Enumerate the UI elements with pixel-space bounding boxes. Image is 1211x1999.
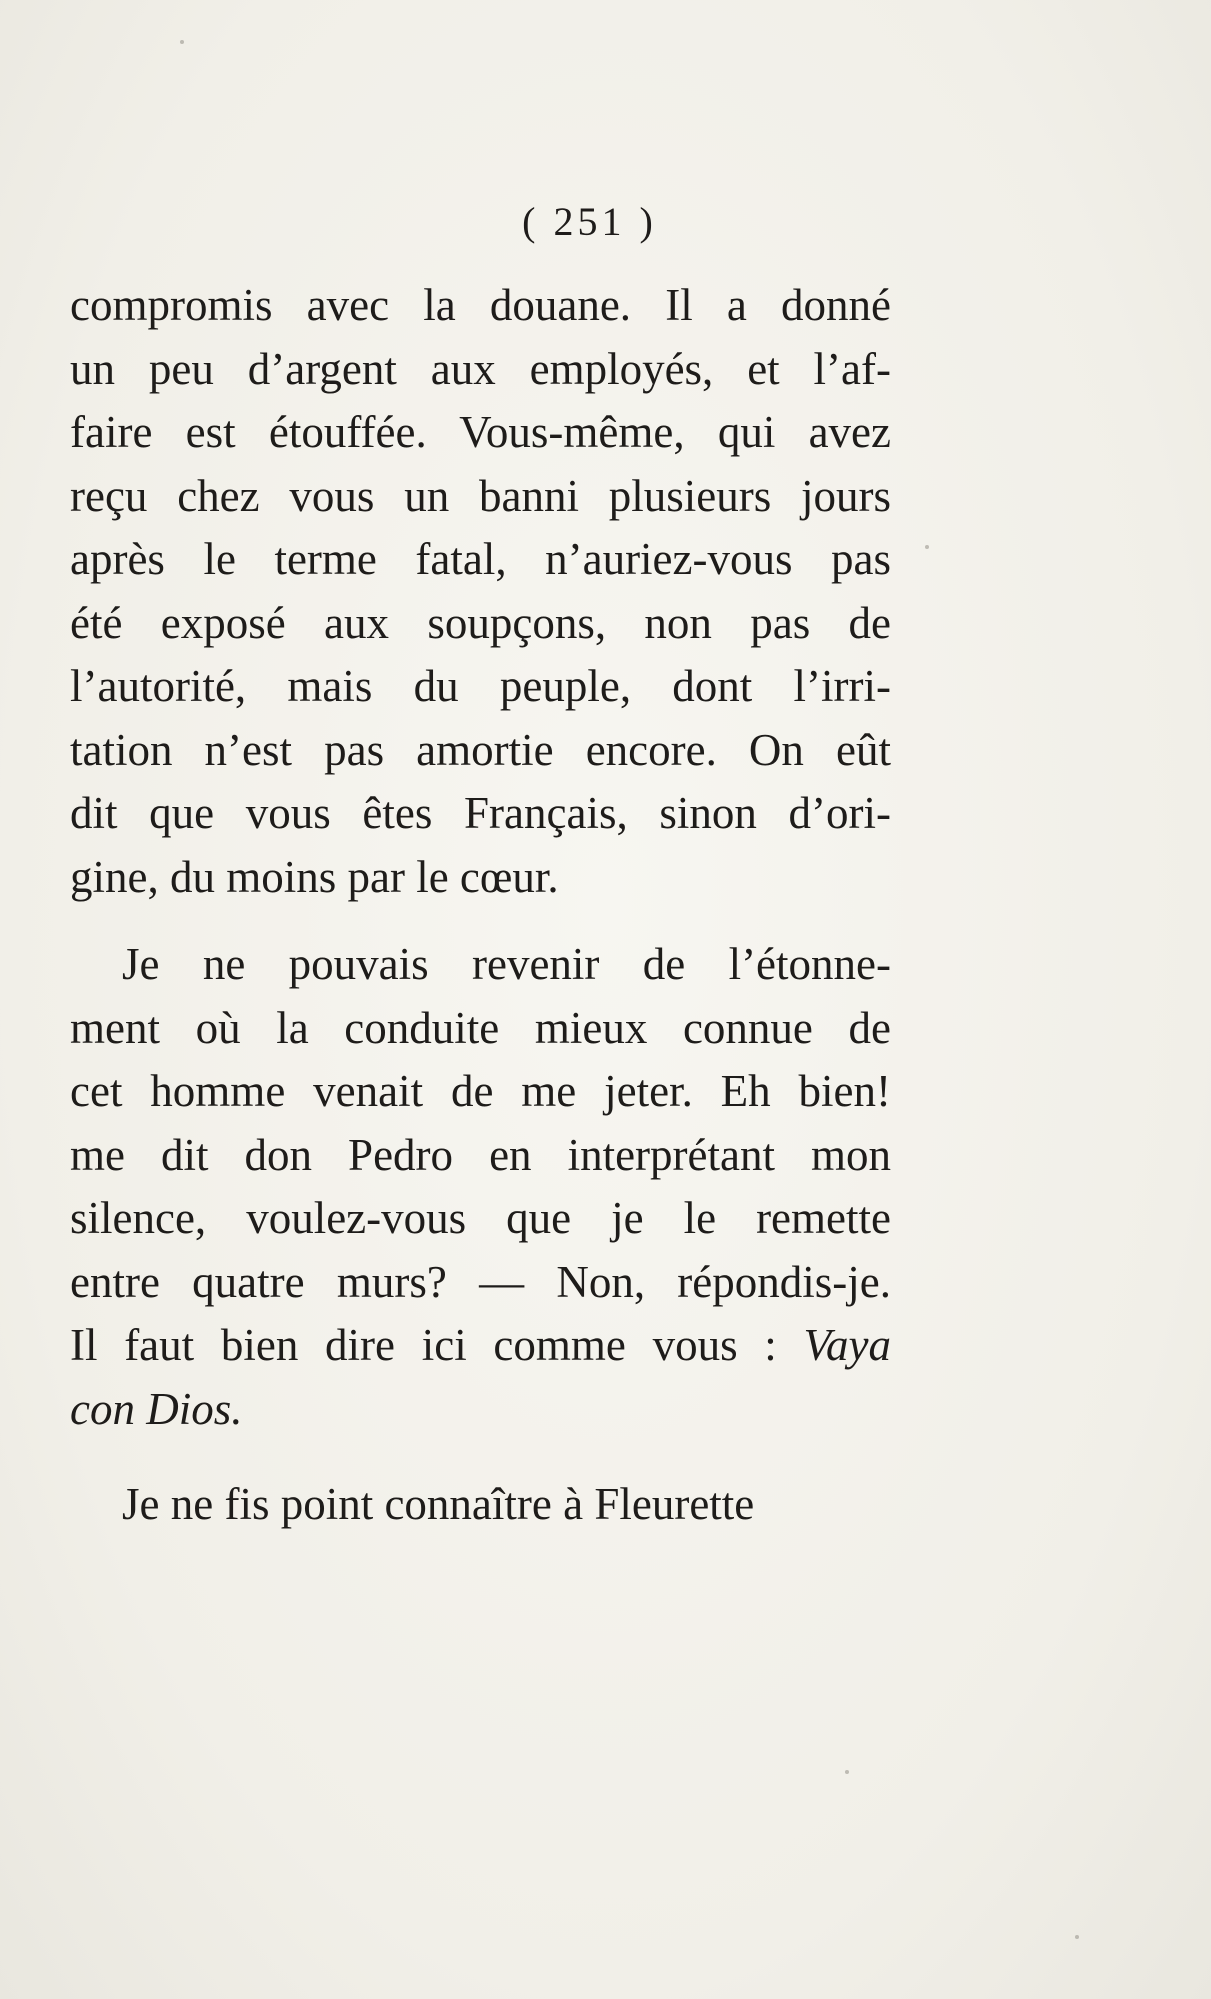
italic-phrase: Vaya bbox=[803, 1320, 891, 1370]
italic-line: con Dios. bbox=[70, 1383, 243, 1434]
text-line: silence, voulez-vous que je le remette bbox=[70, 1193, 891, 1243]
paragraph-1 bbox=[70, 274, 891, 909]
text-line: ment où la conduite mieux connue de bbox=[70, 1002, 891, 1053]
paper-speck bbox=[180, 40, 184, 44]
page-number: ( 251 ) bbox=[522, 199, 657, 244]
text-line: entre quatre murs? — Non, répondis-je. bbox=[70, 1256, 891, 1307]
text-line: cet homme venait de me jeter. Eh bien! bbox=[70, 1066, 891, 1116]
text-line: faire est étouffée. Vous-même, qui avez bbox=[70, 407, 891, 457]
paper-speck bbox=[845, 1770, 849, 1774]
text-line: tation n’est pas amortie encore. On eût bbox=[70, 724, 891, 775]
text-line: l’autorité, mais du peuple, dont l’irri- bbox=[70, 661, 891, 711]
text-line: été exposé aux soupçons, non pas de bbox=[70, 597, 891, 648]
text-line-mixed bbox=[70, 1314, 891, 1378]
text-line: un peu d’argent aux employés, et l’af- bbox=[70, 343, 891, 394]
paragraph-2 bbox=[70, 933, 891, 1441]
paper-speck bbox=[925, 545, 929, 549]
text-line: reçu chez vous un banni plusieurs jours bbox=[70, 470, 891, 521]
text-line: Je ne fis point connaître à Fleurette bbox=[122, 1479, 755, 1529]
text-line: compromis avec la douane. Il a donné bbox=[70, 280, 891, 330]
paper-speck bbox=[1075, 1935, 1079, 1939]
paragraph-3 bbox=[70, 1473, 891, 1537]
text-line: après le terme fatal, n’auriez-vous pas bbox=[70, 534, 891, 584]
text-line: Je ne pouvais revenir de l’étonne- bbox=[122, 939, 891, 989]
text-segment: Il faut bien dire ici comme vous : bbox=[70, 1320, 777, 1370]
text-line: dit que vous êtes Français, sinon d’ori- bbox=[70, 788, 891, 838]
text-line: me dit don Pedro en interprétant mon bbox=[70, 1129, 891, 1180]
text-line: gine, du moins par le cœur. bbox=[70, 851, 559, 902]
